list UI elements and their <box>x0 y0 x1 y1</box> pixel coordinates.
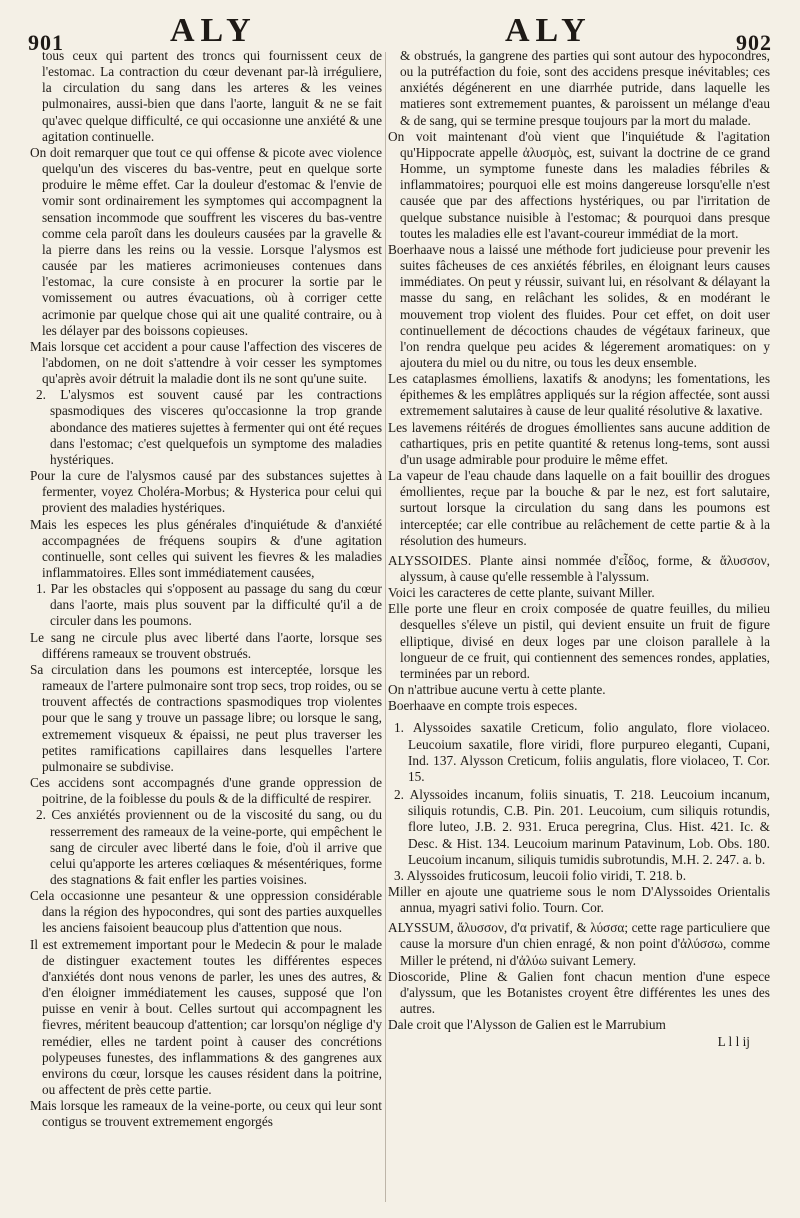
paragraph: Il est extremement important pour le Medecin & pour le malade de distinguer exactement toutes les différentes especes d'anxiétés dont nous venons de parler, les unes des autres, & d'en éloigner immédiatement les causes, supposé que l'on puisse en venir à bout. Celles surtout qui accompagnent les fievres, méritent beaucoup d'attention; car lorsqu'on néglige d'y remédier, elles ne tardent point à causer des concrétions polypeuses funestes, des inflammations & des gangrenes aux environs du cœur, lorsque les causes résident dans la poitrine, ou affectent de près cette partie. <box>30 936 382 1097</box>
paragraph: Voici les caracteres de cette plante, suivant Miller. <box>388 585 655 601</box>
paragraph: tous ceux qui partent des troncs qui fournissent ceux de l'estomac. La contraction du cœur devenant par-là irréguliere, la circulation du sang dans les arteres & les veines pulmonaires, aussi-bien que dans l'aorte, languit & ne se fait qu'avec quelque difficulté, ce qui occasionne une anxiété & une agitation continuelle. <box>42 48 382 144</box>
paragraph: Cela occasionne une pesanteur & une oppression considérable dans la région des hypocondres, qui sont des parties auxquelles les anciens faisoient beaucoup plus d'attention que nous. <box>30 888 382 936</box>
page-number-left: 901 <box>28 30 64 55</box>
paragraph: 2. L'alysmos est souvent causé par les contractions spasmodiques des visceres qu'occasionne la trop grande abondance des matieres sujettes à fermenter qui ont été reçues dans l'estomac; c'est quelquefois un symptome des maladies hystériques. <box>36 387 382 467</box>
paragraph: On n'attribue aucune vertu à cette plante. <box>388 682 606 698</box>
right-column <box>388 48 770 1206</box>
paragraph: 1. Alyssoides saxatile Creticum, folio angulato, flore violaceo. Leucoium saxatile, flore viridi, flore purpureo eleganti, Cupani, Ind. 137. Alysson Creticum, foliis angulatis, flore violaceo, T. Cor. 15. <box>394 720 770 784</box>
paragraph: Le sang ne circule plus avec liberté dans l'aorte, lorsque ses différens rameaux se trouvent obstrués. <box>30 629 382 661</box>
column-divider <box>385 52 386 1202</box>
paragraph: 2. Ces anxiétés proviennent ou de la viscosité du sang, ou du resserrement des rameaux de la veine-porte, qui empêchent le sang de circuler avec liberté dans le foie, d'où il arrive que celui qu'apporte les arteres cœliaques & mésentériques, forme des stagnations & fait enfler les parties voisines. <box>36 807 382 887</box>
signature-mark: L l l ij <box>717 1034 750 1050</box>
paragraph: Miller en ajoute une quatrieme sous le nom D'Alyssoides Orientalis annua, myagri sativi folio. Tourn. Cor. <box>388 883 770 916</box>
paragraph: Mais les especes les plus générales d'inquiétude & d'anxiété accompagnées de fréquens soupirs & d'une agitation continuelle, sont celles qui suivent les fievres & les maladies inflammatoires. Elles sont immédiatement causées, <box>30 516 382 580</box>
left-column <box>30 48 382 1206</box>
paragraph: On doit remarquer que tout ce qui offense & picote avec violence quelqu'un des visceres du bas-ventre, peut en quelque sorte produire le même effet. Car la douleur d'estomac & l'envie de vomir sont ordinairement les symptomes qui accompagnent la sensation incommode que souffrent les visceres du bas-ventre comme cela paroît dans les douleurs causées par la gravelle & la pierre dans les reins ou la vessie. Lorsque l'alysmos est causée par les matieres acrimonieuses contenues dans l'estomac, la cure consiste à en procurer la sortie par le vomissement ou autres évacuations, où à corriger cette acrimonie par quelque chose qui ait une qualité contraire, ou à les délayer par des boissons copieuses. <box>30 144 382 338</box>
paragraph: On voit maintenant d'où vient que l'inquiétude & l'agitation qu'Hippocrate appelle ἀλυσμὸς, est, suivant la doctrine de ce grand Homme, un symptome funeste dans les maladies fébriles & inflammatoires; pourquoi elle est moins dangereuse lorsqu'elle n'est causée que par des affections hystériques, ou par l'irritation de quelque substance nuisible à l'estomac; & pourquoi dans presque toutes les maladies elle est l'avant-coureur immédiat de la mort. <box>388 128 770 241</box>
paragraph: ALYSSUM, ἄλυσσον, d'α privatif, & λύσσα; cette rage particuliere que cause la morsure d'un chien enragé, & non point d'ἀλύσσω, comme Miller le prétend, ni d'ἀλύω suivant Lemery. <box>388 920 770 968</box>
paragraph: 1. Par les obstacles qui s'opposent au passage du sang du cœur dans l'aorte, mais plus souvent par la difficulté qu'il a de circuler dans les poumons. <box>36 581 382 629</box>
paragraph: Pour la cure de l'alysmos causé par des substances sujettes à fermenter, voyez Choléra-Morbus; & Hysterica pour celui qui provient des maladies hystériques. <box>30 468 382 516</box>
paragraph: Mais lorsque les rameaux de la veine-porte, ou ceux qui leur sont contigus se trouvent extremement engorgés <box>30 1098 382 1130</box>
paragraph: & obstrués, la gangrene des parties qui sont autour des hypocondres, ou la putréfaction du foie, sont des accidens presque inévitables; ces anxiétés dégénerent en une diarrhée putride, dans laquelle les matieres sont extremement puantes, & paroissent un mélange d'eau & de sang, qui se termine presque toujours par la mort du malade. <box>400 48 770 128</box>
paragraph: Sa circulation dans les poumons est interceptée, lorsque les rameaux de l'artere pulmonaire sont trop secs, trop roides, ou se trouvent affectés de contractions spasmodiques trop violentes pour que le sang y trouve un passage libre; ou lorsque le sang, extremement visqueux & épaissi, ne peut plus traverser les petites ramifications capillaires dans lesquelles l'artere pulmonaire se subdivise. <box>30 661 382 774</box>
paragraph: Les lavemens réitérés de drogues émollientes sans aucune addition de cathartiques, pris en petite quantité & retenus long-tems, sont aussi d'un usage admirable pour produire le même effet. <box>388 419 770 467</box>
paragraph: La vapeur de l'eau chaude dans laquelle on a fait bouillir des drogues émollientes, reçue par la bouche & par le nez, est fort salutaire, surtout lorsque la circulation du sang dans les poumons est interceptée; car elle contribue au relâchement de cette partie & à la résolution des humeurs. <box>388 468 770 548</box>
paragraph: Boerhaave nous a laissé une méthode fort judicieuse pour prevenir les suites fâcheuses de ces anxiétés fébriles, en éloignant leurs causes immédiates. On peut y réussir, suivant lui, en résolvant & délayant la masse du sang, en relâchant les solides, & en modérant le mouvement trop violent des fluides. Pour cet effet, on doit user continuellement de décoctions chaudes de végétaux farineux, que l'on rendra quelque peu acides & légerement aromatiques: on y ajoutera du miel ou du nitre, ou tous les deux ensemble. <box>388 241 770 370</box>
paragraph: Dale croit que l'Alysson de Galien est le Marrubium <box>388 1017 666 1033</box>
page-number-right: 902 <box>736 30 772 55</box>
page-header <box>0 8 800 55</box>
paragraph: Dioscoride, Pline & Galien font chacun mention d'une espece d'alyssum, que les Botanistes croyent être différentes les unes des autres. <box>388 968 770 1017</box>
paragraph: 3. Alyssoides fruticosum, leucoii folio viridi, T. 218. b. <box>394 867 687 883</box>
paragraph: Boerhaave en compte trois especes. <box>388 698 578 714</box>
paragraph: ALYSSOIDES. Plante ainsi nommée d'εἶδος, forme, & ἄλυσσον, alyssum, à cause qu'elle ressemble à l'alyssum. <box>388 552 770 584</box>
paragraph: Elle porte une fleur en croix composée de quatre feuilles, du milieu desquelles s'éleve un pistil, qui devient ensuite un fruit de figure elliptique, divisé en deux loges par une cloison parallele à la longueur de ce fruit, qui contiennent des semences rondes, applaties, terminées par un rebord. <box>388 601 770 681</box>
running-head-left: ALY <box>170 12 257 49</box>
paragraph: 2. Alyssoides incanum, foliis sinuatis, T. 218. Leucoium incanum, siliquis rotundis, C.B. Pin. 201. Leucoium, cum siliquis rotundis, flore luteo, J.B. 2. 931. Eruca peregrina, Clus. Hist. 421. Ic. & Desc. & Hist. 134. Leucoium marinum Patavinum, Lob. Obs. 180. Leucoium incanum, siliquis tumidis subrotundis, M.H. 2. 247. a. b. <box>394 787 770 867</box>
paragraph: Ces accidens sont accompagnés d'une grande oppression de poitrine, de la foiblesse du pouls & de la difficulté de respirer. <box>30 775 382 807</box>
paragraph: Les cataplasmes émolliens, laxatifs & anodyns; les fomentations, les épithemes & les emplâtres appliqués sur la région affectée, sont aussi extremement salutaires à cause de leur qualité résolutive & laxative. <box>388 371 770 419</box>
paragraph: Mais lorsque cet accident a pour cause l'affection des visceres de l'abdomen, on ne doit s'attendre à voir cesser les symptomes qu'après avoir détruit la maladie dont ils ne sont qu'une suite. <box>30 338 382 387</box>
running-head-right: ALY <box>505 12 592 49</box>
